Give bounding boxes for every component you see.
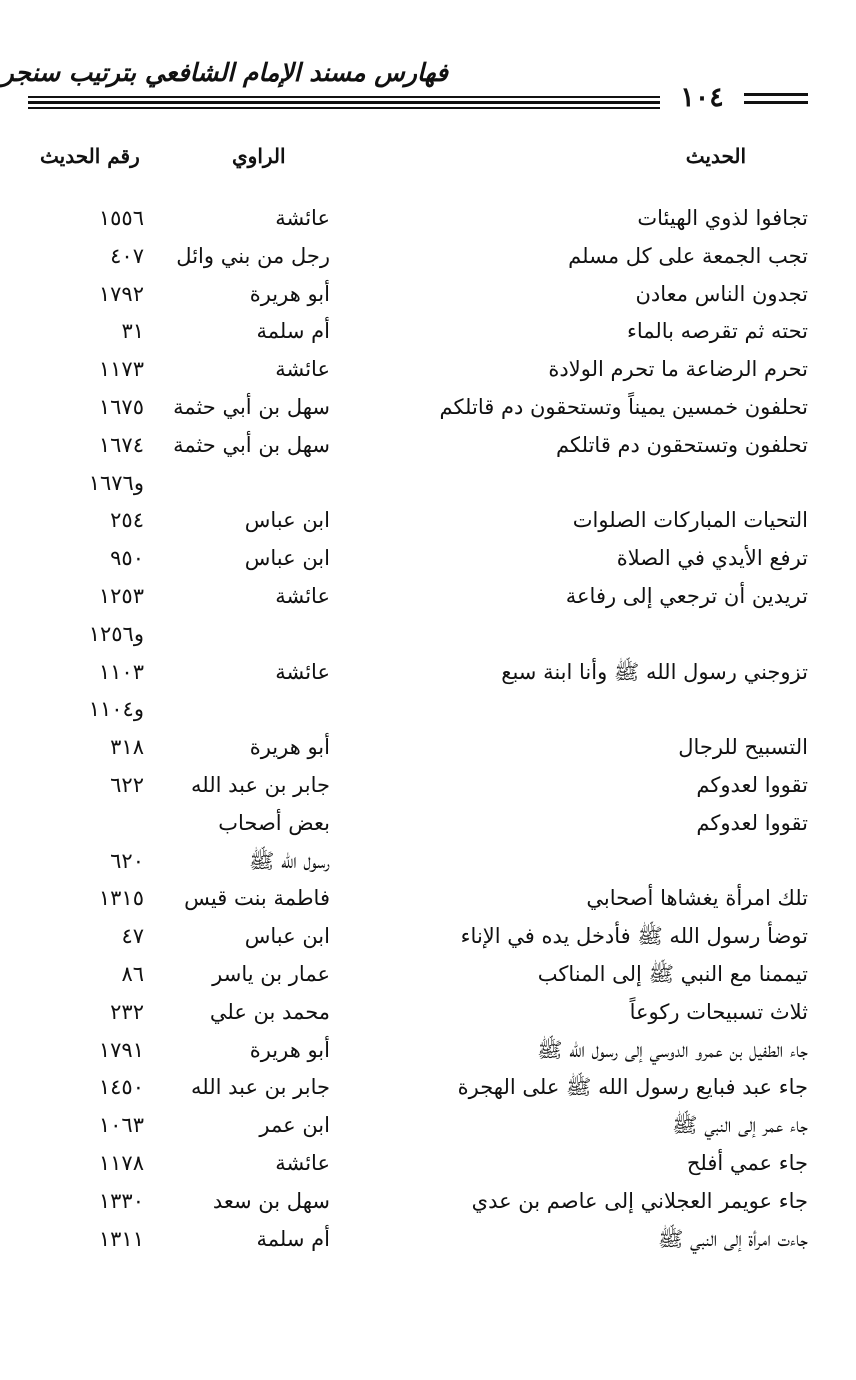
- hadith-text: تحرم الرضاعة ما تحرم الولادة: [548, 357, 808, 382]
- hadith-text: جاء عويمر العجلاني إلى عاصم بن عدي: [471, 1188, 808, 1213]
- narrator-name: ابن عباس: [244, 508, 330, 533]
- hadith-number: ٢٥٤: [110, 508, 144, 533]
- hadith-text: التسبيح للرجال: [678, 735, 808, 760]
- hadith-number: ١٣١١: [98, 1226, 144, 1251]
- hadith-text: تقووا لعدوكم: [696, 773, 808, 797]
- hadith-text: تريدين أن ترجعي إلى رفاعة: [565, 584, 808, 608]
- table-row: [0, 956, 856, 992]
- table-row: [0, 767, 856, 803]
- hadith-text: تحلفون خمسين يميناً وتستحقون دم قاتلكم: [439, 395, 808, 419]
- table-row: [0, 1183, 856, 1219]
- narrator-name: أبو هريرة: [249, 1037, 330, 1062]
- hadith-number: ١٧٩٢: [98, 281, 144, 306]
- narrator-name: أم سلمة: [256, 1226, 330, 1251]
- narrator-name: ابن عباس: [244, 924, 330, 949]
- narrator-name: عائشة: [275, 357, 330, 382]
- hadith-text: تجدون الناس معادن: [635, 281, 808, 306]
- column-header-number: رقم الحديث: [40, 144, 140, 168]
- hadith-text: تزوجني رسول الله ﷺ وأنا ابنة سبع: [501, 659, 808, 684]
- hadith-number: ٦٢٢: [110, 773, 144, 797]
- table-row: [0, 540, 856, 576]
- narrator-name: ابن عباس: [244, 546, 330, 571]
- narrator-name: محمد بن علي: [209, 999, 330, 1024]
- hadith-number: ١٢٥٣: [98, 584, 144, 608]
- hadith-text: جاء الطفيل بن عمرو الدوسي إلى رسول الله ﷺ: [537, 1037, 808, 1062]
- table-row: [0, 805, 856, 841]
- hadith-number: و١٦٧٦: [88, 470, 144, 495]
- narrator-name: ابن عمر: [259, 1113, 330, 1138]
- table-row: [0, 578, 856, 614]
- narrator-name: جابر بن عبد الله: [190, 773, 330, 797]
- narrator-name: فاطمة بنت قيس: [184, 886, 330, 911]
- hadith-text: تلك امرأة يغشاها أصحابي: [586, 886, 808, 911]
- hadith-text: [338, 616, 808, 652]
- column-header-hadith: الحديث: [685, 144, 746, 168]
- hadith-number: ١٤٥٠: [98, 1075, 144, 1100]
- table-row: [0, 654, 856, 690]
- table-row: [0, 389, 856, 425]
- hadith-text: [338, 465, 808, 501]
- narrator-name: عائشة: [275, 659, 330, 684]
- table-row: [0, 313, 856, 349]
- page-number: ١٠٤: [680, 82, 724, 113]
- table-row: [0, 1221, 856, 1257]
- table-row: [0, 238, 856, 274]
- table-row: [0, 843, 856, 879]
- hadith-number: ١١٠٣: [98, 659, 144, 684]
- narrator-name: [152, 691, 330, 727]
- hadith-number: ٤٧: [121, 924, 144, 949]
- narrator-name: عائشة: [275, 584, 330, 608]
- hadith-number: ٣١٨: [110, 735, 144, 760]
- hadith-text: جاء عبد فبايع رسول الله ﷺ على الهجرة: [457, 1075, 808, 1100]
- hadith-number: ٤٠٧: [110, 243, 144, 268]
- narrator-name: رجل من بني وائل: [176, 243, 330, 268]
- hadith-text: تقووا لعدوكم: [696, 810, 808, 835]
- table-row: [0, 502, 856, 538]
- hadith-number: ١٣٣٠: [98, 1188, 144, 1213]
- hadith-number: ١٦٧٥: [98, 395, 144, 419]
- hadith-number: ١١٧٨: [98, 1151, 144, 1175]
- narrator-name: عائشة: [275, 206, 330, 230]
- narrator-name: أبو هريرة: [249, 281, 330, 306]
- hadith-text: تجافوا لذوي الهيئات: [637, 206, 808, 230]
- hadith-number: ١٣١٥: [98, 886, 144, 911]
- table-row: [0, 616, 856, 652]
- hadith-number: ١٦٧٤: [98, 432, 144, 457]
- narrator-name: أبو هريرة: [249, 735, 330, 760]
- hadith-number: ٩٥٠: [110, 546, 144, 571]
- table-row: [0, 1032, 856, 1068]
- table-row: [0, 994, 856, 1030]
- hadith-number: و١٢٥٦: [88, 621, 144, 646]
- hadith-text: جاء عمي أفلح: [686, 1151, 808, 1175]
- hadith-number: ١١٧٣: [98, 357, 144, 382]
- hadith-text: تيممنا مع النبي ﷺ إلى المناكب: [537, 962, 808, 986]
- narrator-name: [152, 616, 330, 652]
- table-row: [0, 200, 856, 236]
- table-row: [0, 1145, 856, 1181]
- table-row: [0, 691, 856, 727]
- hadith-text: تحته ثم تقرصه بالماء: [626, 319, 808, 344]
- narrator-name: [152, 465, 330, 501]
- table-row: [0, 276, 856, 312]
- table-row: [0, 465, 856, 501]
- hadith-text: ثلاث تسبيحات ركوعاً: [629, 999, 808, 1024]
- table-row: [0, 918, 856, 954]
- narrator-name: سهل بن سعد: [212, 1188, 330, 1213]
- hadith-text: [338, 691, 808, 727]
- hadith-number: ١٥٥٦: [98, 206, 144, 230]
- hadith-number: و١١٠٤: [88, 697, 144, 722]
- hadith-number: [52, 805, 144, 841]
- hadith-text: جاء عمر إلى النبي ﷺ: [672, 1113, 808, 1138]
- hadith-number: ٦٢٠: [110, 848, 144, 873]
- narrator-name: رسول الله ﷺ: [249, 848, 330, 873]
- running-title: فهارس مسند الإمام الشافعي بترتيب سنجر: [1, 58, 448, 87]
- hadith-number: ٨٦: [121, 962, 144, 986]
- narrator-name: أم سلمة: [256, 319, 330, 344]
- hadith-number: ٢٣٢: [110, 999, 144, 1024]
- column-header-narrator: الراوي: [232, 144, 286, 168]
- table-row: [0, 1069, 856, 1105]
- hadith-number: ١٠٦٣: [98, 1113, 144, 1138]
- table-row: [0, 427, 856, 463]
- hadith-number: ١٧٩١: [98, 1037, 144, 1062]
- table-row: [0, 1107, 856, 1143]
- table-row: [0, 880, 856, 916]
- narrator-name: سهل بن أبي حثمة: [173, 432, 330, 457]
- narrator-name: عائشة: [275, 1151, 330, 1175]
- narrator-name: بعض أصحاب: [218, 810, 330, 835]
- hadith-text: تجب الجمعة على كل مسلم: [568, 243, 808, 268]
- hadith-text: جاءت امرأة إلى النبي ﷺ: [658, 1226, 808, 1251]
- table-row: [0, 351, 856, 387]
- narrator-name: جابر بن عبد الله: [190, 1075, 330, 1100]
- hadith-text: [338, 843, 808, 879]
- hadith-text: التحيات المباركات الصلوات: [572, 508, 808, 533]
- narrator-name: سهل بن أبي حثمة: [173, 395, 330, 419]
- table-row: [0, 729, 856, 765]
- narrator-name: عمار بن ياسر: [212, 962, 330, 986]
- hadith-text: ترفع الأيدي في الصلاة: [616, 546, 808, 571]
- hadith-number: ٣١: [121, 319, 144, 344]
- hadith-text: تحلفون وتستحقون دم قاتلكم: [556, 432, 808, 457]
- hadith-text: توضأ رسول الله ﷺ فأدخل يده في الإناء: [460, 924, 808, 949]
